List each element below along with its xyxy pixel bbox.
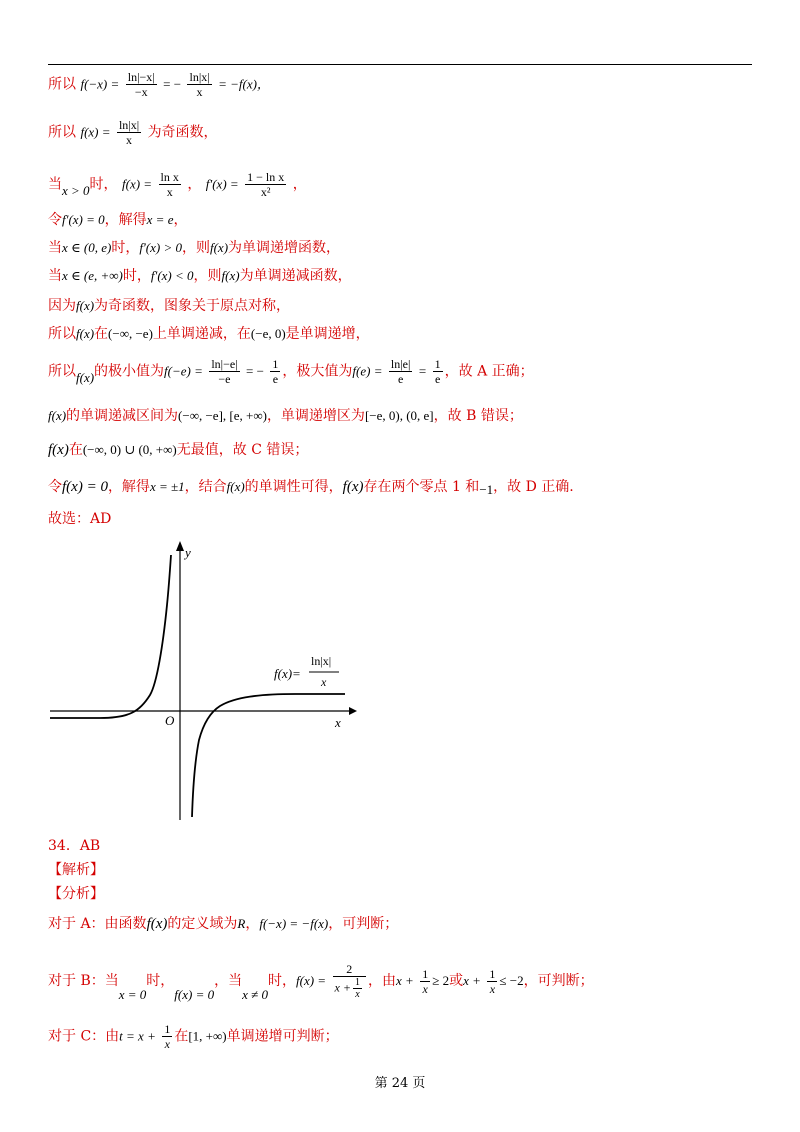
line-derivative: 当x > 0时， f(x) = $\frac{\text{ln x}}{x}$ ， f′(x) = $\frac{\text{1 − ln x}}{\text{x²}}$ ， xyxy=(48,170,307,199)
function-label: f(x)= xyxy=(274,666,301,681)
line-odd-function: 所以 f(x) = $\frac{\ln|x|}{x}$ 为奇函数， xyxy=(48,118,218,147)
page-number: 第 24 页 xyxy=(374,1076,426,1091)
line-decreasing: 当x ∈ (e, +∞)时，f′(x) < 0，则f(x)为单调递减函数， xyxy=(48,268,352,284)
line-extrema: 所以f(x)的极小值为f(−e) = $\frac{\ln|-e|}{-e}$ = − $\frac{1}{e}$ ，极大值为f(e) = $\frac{\ln|e|}{e}$ = $\frac{1}{e}$ ，故 A 正确； xyxy=(48,357,534,386)
function-graph xyxy=(45,535,365,825)
question-34-answer: 34．AB xyxy=(48,838,101,854)
section-fenxi: 【分析】 xyxy=(48,886,104,902)
line-odd-derivation: 所以 f(−x) = $\frac{\ln|-x|}{-x}$ = − $\frac{\ln|x|}{x}$ = −f(x)， xyxy=(48,70,270,99)
line-intervals-negative: 所以f(x)在(−∞, −e)上单调递减，在(−e, 0)是单调递增， xyxy=(48,326,370,342)
line-no-extreme: f(x)在(−∞, 0) ∪ (0, +∞)无最值，故 C 错误； xyxy=(48,442,309,458)
line-option-b: 对于 B：当x = 0时，f(x) = 0，当x ≠ 0时，f(x) = 2 x + $\frac{1}{x}$ ，由x + $\frac{1}{x}$ ≥ 2或x + $\frac{1}{x}$ ≤ −2，可判断； xyxy=(48,962,594,1002)
answer-choice: 故选：AD xyxy=(48,511,112,527)
y-axis-label: y xyxy=(185,545,191,560)
function-label-numerator: ln|x| xyxy=(311,654,332,668)
curve-right-branch xyxy=(192,694,345,817)
line-monotonic-intervals: f(x)的单调递减区间为(−∞, −e], [e, +∞)，单调递增区为[−e, 0), (0, e]，故 B 错误； xyxy=(48,408,523,424)
section-jiexi: 【解析】 xyxy=(48,862,104,878)
origin-label: O xyxy=(165,713,175,728)
x-axis-arrow-icon xyxy=(349,707,357,715)
header-rule xyxy=(48,64,752,65)
curve-left-branch xyxy=(50,555,171,718)
line-symmetry: 因为f(x)为奇函数，图象关于原点对称， xyxy=(48,298,291,314)
line-option-a: 对于 A：由函数f(x)的定义域为R，f(−x) = −f(x)，可判断； xyxy=(48,916,399,932)
line-zeros: 令f(x) = 0，解得x = ±1，结合f(x)的单调性可得，f(x)存在两个零点 1 和−1，故 D 正确. xyxy=(48,479,574,497)
x-axis-label: x xyxy=(335,715,341,730)
y-axis-arrow-icon xyxy=(176,541,184,551)
line-increasing: 当x ∈ (0, e)时，f′(x) > 0，则f(x)为单调递增函数， xyxy=(48,240,341,256)
function-label-denominator: x xyxy=(321,675,327,689)
line-set-zero: 令f′(x) = 0，解得x = e， xyxy=(48,212,188,228)
line-option-c: 对于 C：由t = x + $\frac{1}{x}$ 在[1, +∞)单调递增可判断； xyxy=(48,1022,339,1051)
